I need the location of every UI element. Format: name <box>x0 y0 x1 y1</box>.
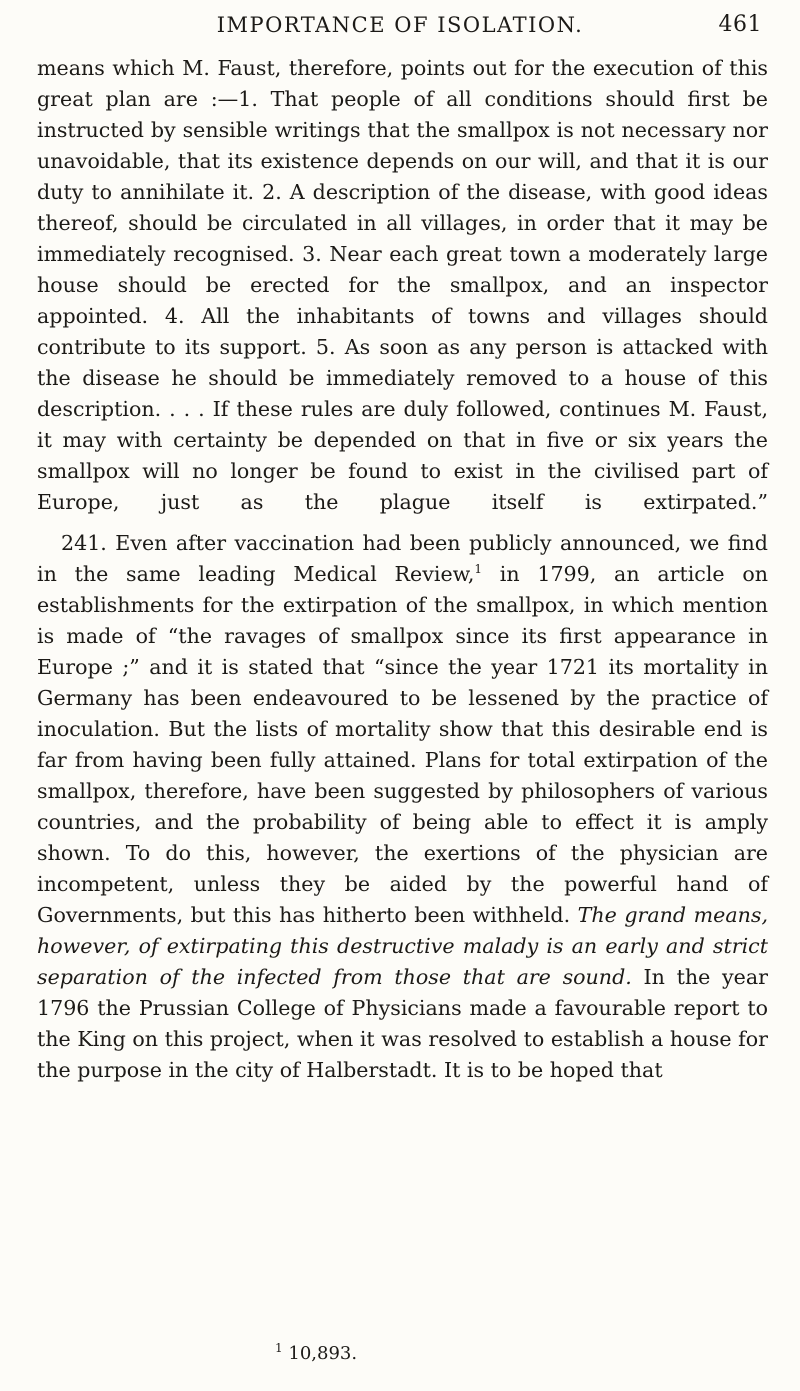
paragraph-1-text: means which M. Faust, therefore, points out for the execution of this great plan are :—1. That people of all conditions should first be instructed by sensible writings that the smallpox is not necessary nor unavoidable, that its existence depends on our will, and that it is our duty to annihilate it. 2. A description of the disease, with good ideas thereof, should be circulated in all villages, in order that it may be immediately recognised. 3. Near each great town a moderately large house should be erected for the smallpox, and an inspector appointed. 4. All the inhabitants of towns and villages should contribute to its support. 5. As soon as any person is attacked with the disease he should be immediately removed to a house of this description. . . . If these rules are duly followed, continues M. Faust, it may with certainty be depended on that in five or six years the smallpox will no longer be found to exist in the civilised part of Europe, just as the plague itself is extirpated.” <box>37 56 768 514</box>
paragraph-continuation <box>37 53 768 518</box>
body-text <box>37 53 768 1086</box>
footnote-text: 10,893. <box>288 1343 358 1364</box>
footnote-marker: 1 <box>275 1341 283 1355</box>
paragraph-2-part-2: in 1799, an article on establishments for the extirpation of the smallpox, in which mention is made of “the ravages of smallpox since its first appearance in Europe ;” and it is stated that “since the year 1721 its mortality in Germany has been endeavoured to be lessened by the practice of inoculation. But the lists of mortality show that this desirable end is far from having been fully attained. Plans for total extirpation of the smallpox, therefore, have been suggested by philosophers of various countries, and the probability of being able to effect it is amply shown. To do this, however, the exertions of the physician are incompetent, unless they be aided by the powerful hand of Governments, but this has hitherto been withheld. <box>37 562 769 927</box>
footnote <box>275 1342 357 1366</box>
running-head-title: IMPORTANCE OF ISOLATION. <box>216 13 584 37</box>
running-head <box>30 8 770 42</box>
paragraph-2-part-3: In the year 1796 the Prussian College of Physicians made a favourable report to the King on this project, when it was resolved to establish a house for the purpose in the city of Halberstadt. It is to be hoped that <box>37 965 768 1082</box>
paragraph-241 <box>37 528 768 1086</box>
footnote-reference: 1 <box>474 562 483 577</box>
page-number: 461 <box>718 12 762 37</box>
italic-emphasis: The grand means, however, of extirpating this destructive malady is an early and strict separation of the infected from those that are sound. <box>37 903 768 989</box>
paragraph-2-part-1: 241. Even after vaccination had been publicly announced, we find in the same leading Medical Review, <box>37 531 768 586</box>
